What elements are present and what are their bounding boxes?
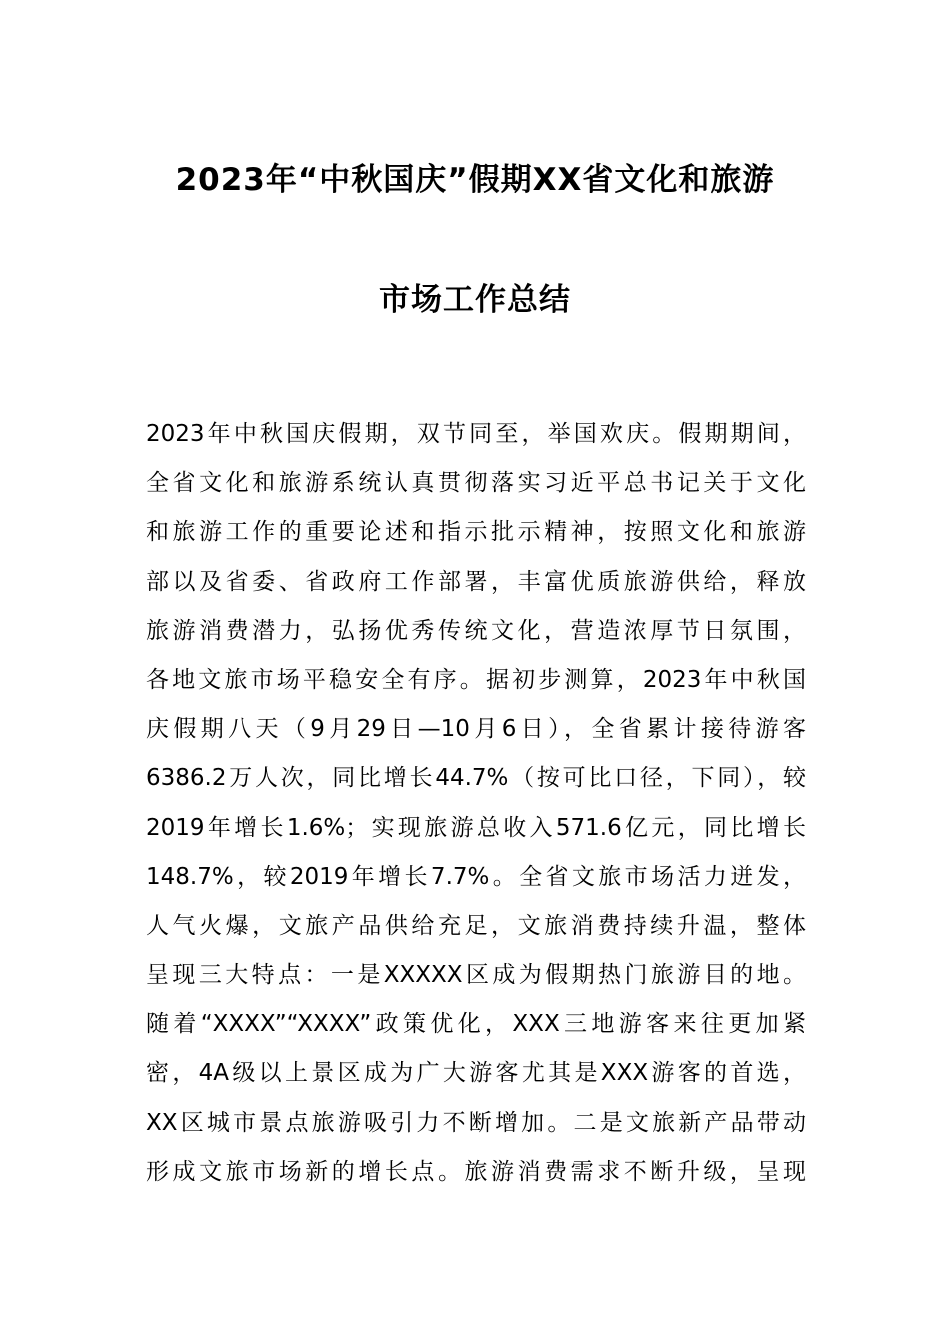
body-line: 2019年增长1.6%；实现旅游总收入571.6亿元，同比增长	[146, 814, 806, 841]
body-line: 6386.2万人次，同比增长44.7%（按可比口径，下同），较	[146, 765, 806, 792]
body-line: 旅游消费潜力，弘扬优秀传统文化，营造浓厚节日氛围，	[146, 617, 806, 644]
body-line: 人气火爆，文旅产品供给充足，文旅消费持续升温，整体	[146, 912, 806, 939]
document-title-line-1: 2023年“中秋国庆”假期XX省文化和旅游	[175, 162, 775, 198]
body-line: 148.7%，较2019年增长7.7%。全省文旅市场活力迸发，	[146, 863, 806, 890]
body-line: 2023年中秋国庆假期，双节同至，举国欢庆。假期期间，	[146, 421, 806, 447]
body-line: XX区城市景点旅游吸引力不断增加。二是文旅新产品带动	[146, 1109, 806, 1136]
body-line: 呈现三大特点：一是XXXXX区成为假期热门旅游目的地。	[146, 962, 806, 989]
body-line: 和旅游工作的重要论述和指示批示精神，按照文化和旅游	[146, 519, 806, 546]
body-line: 密，4A级以上景区成为广大游客尤其是XXX游客的首选，	[146, 1060, 806, 1087]
body-line: 随着“XXXX”“XXXX”政策优化，XXX三地游客来往更加紧	[146, 1011, 806, 1038]
body-line: 各地文旅市场平稳安全有序。据初步测算，2023年中秋国	[146, 666, 806, 693]
document-body	[146, 410, 806, 1197]
body-line: 部以及省委、省政府工作部署，丰富优质旅游供给，释放	[146, 568, 806, 595]
body-line: 形成文旅市场新的增长点。旅游消费需求不断升级，呈现	[146, 1158, 806, 1185]
document-title-line-2: 市场工作总结	[379, 282, 571, 318]
body-line: 全省文化和旅游系统认真贯彻落实习近平总书记关于文化	[146, 470, 806, 497]
body-line: 庆假期八天（9月29日—10月6日），全省累计接待游客	[146, 716, 806, 743]
